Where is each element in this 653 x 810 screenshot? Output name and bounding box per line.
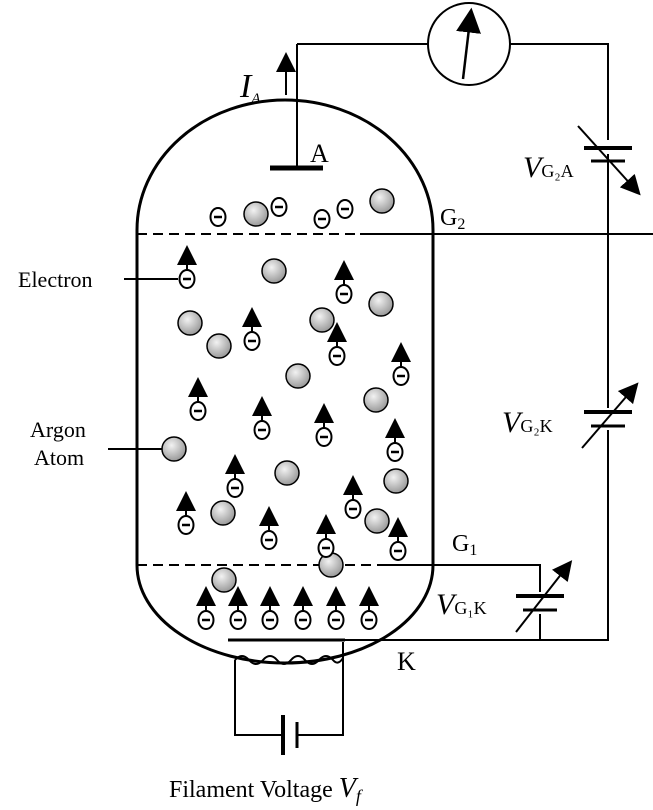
electron <box>228 464 243 497</box>
argon-atom <box>178 311 202 335</box>
filament-label: Filament Voltage $V_f$ <box>169 773 361 806</box>
argon-atom <box>370 189 394 213</box>
electron <box>191 387 206 420</box>
electron <box>317 413 332 446</box>
electron <box>338 200 353 218</box>
electron <box>394 352 409 385</box>
electron <box>315 210 330 228</box>
electron <box>319 524 334 557</box>
electron <box>179 501 194 534</box>
electron <box>199 596 214 629</box>
electron <box>337 270 352 303</box>
electron <box>255 406 270 439</box>
argon-label-line1: Argon <box>30 417 86 442</box>
argon-label-line2: Atom <box>34 445 85 470</box>
argon-atom <box>244 202 268 226</box>
argon-atom <box>364 388 388 412</box>
argon-atom <box>212 568 236 592</box>
anode-label: A <box>310 139 329 168</box>
argon-atom <box>275 461 299 485</box>
cathode-label: K <box>397 647 416 676</box>
electron <box>296 596 311 629</box>
argon-atom <box>365 509 389 533</box>
argon-atom <box>211 501 235 525</box>
electron <box>262 516 277 549</box>
argon-atom <box>369 292 393 316</box>
vg2k-label: VG₂K <box>502 406 553 439</box>
electron-label: Electron <box>18 267 93 292</box>
argon-atom <box>262 259 286 283</box>
filament-battery-icon <box>283 715 297 755</box>
argon-atom <box>207 334 231 358</box>
electron <box>272 198 287 216</box>
grid1-label: G1 <box>452 531 478 559</box>
argon-atom <box>286 364 310 388</box>
electron <box>329 596 344 629</box>
battery-vg2a-icon <box>578 126 634 188</box>
vg2a-label: VG₂A <box>523 151 574 184</box>
electron <box>180 255 195 288</box>
grid2-label: G2 <box>440 205 466 233</box>
electron <box>245 317 260 350</box>
argon-atom <box>162 437 186 461</box>
electron <box>330 332 345 365</box>
electron <box>263 596 278 629</box>
tube-outline <box>137 100 433 663</box>
electron <box>211 208 226 226</box>
argon-atom <box>310 308 334 332</box>
electron <box>362 596 377 629</box>
vg1k-label: VG₁K <box>436 588 487 621</box>
electron <box>231 596 246 629</box>
electrons <box>179 198 409 629</box>
argon-atom <box>384 469 408 493</box>
current-label: IA <box>240 68 261 107</box>
ammeter-icon <box>428 3 510 85</box>
electron <box>346 485 361 518</box>
electron <box>388 428 403 461</box>
electron <box>391 527 406 560</box>
